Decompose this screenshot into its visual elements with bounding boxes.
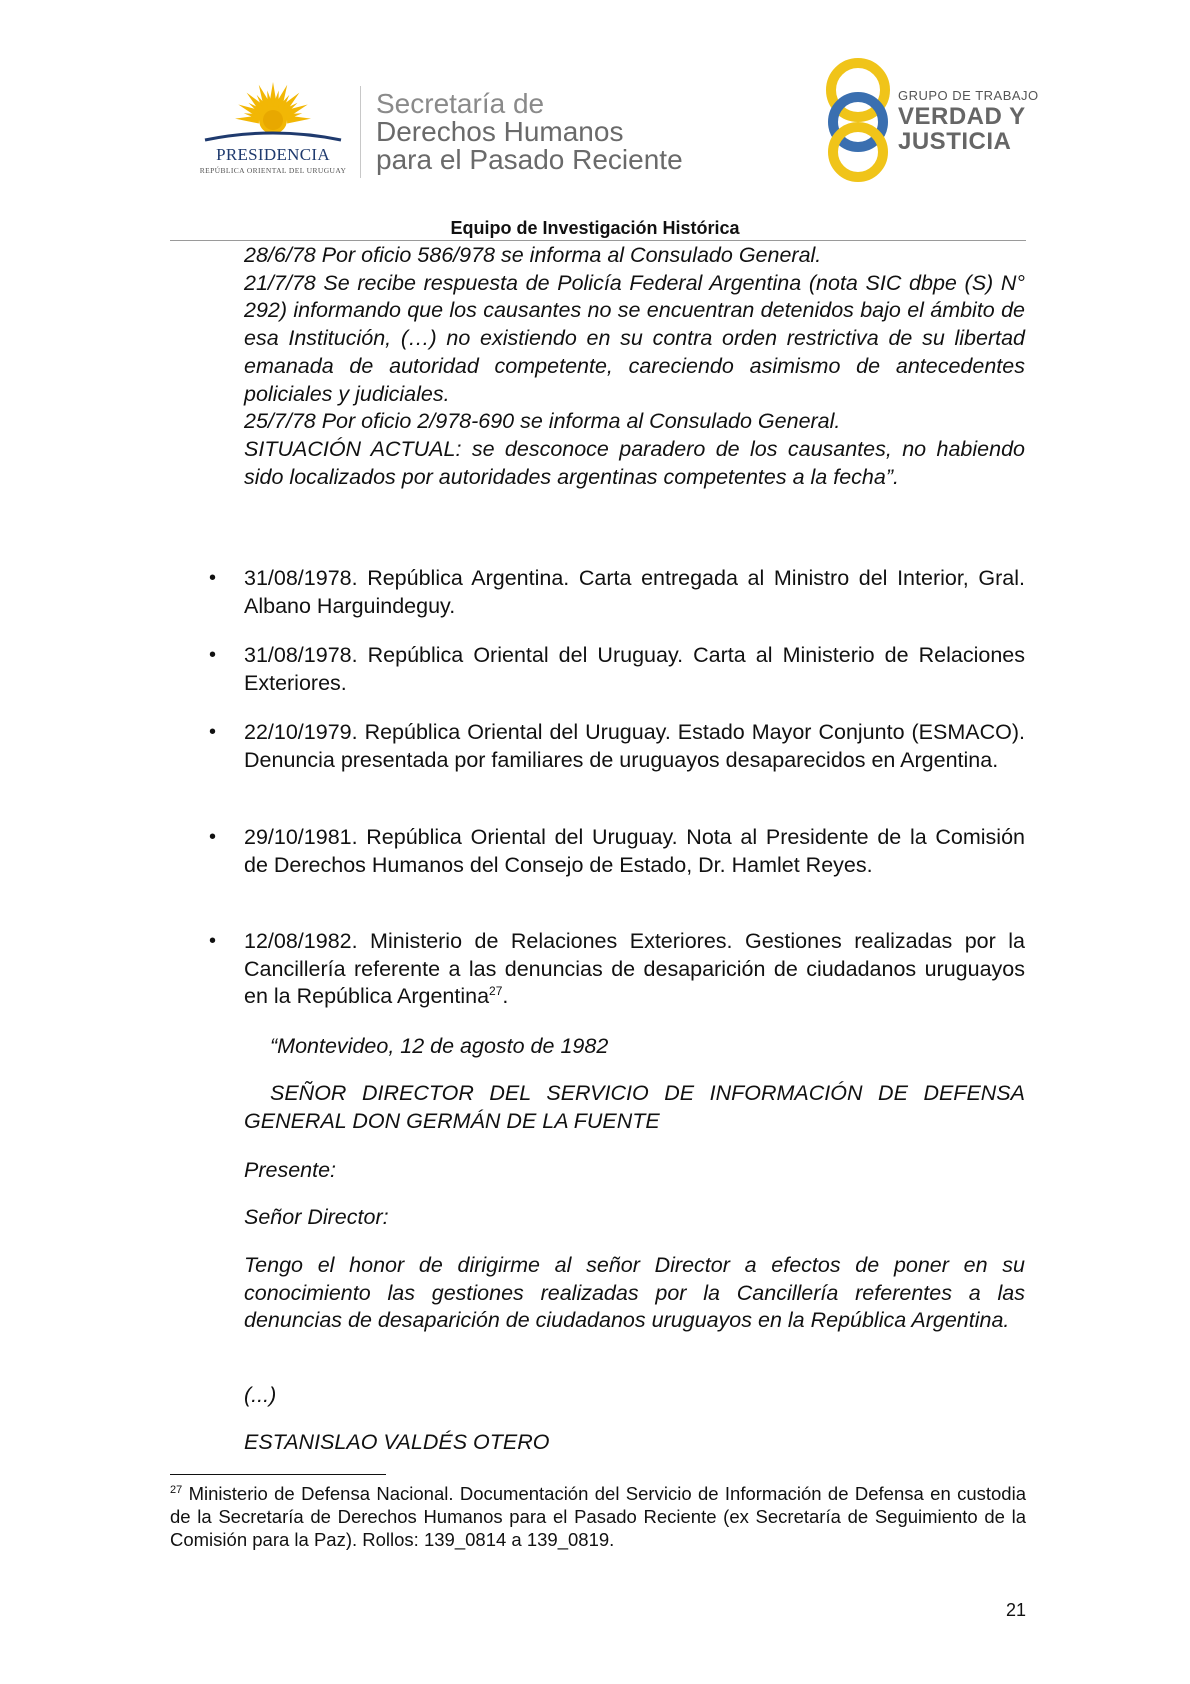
presidencia-wordmark: PRESIDENCIA bbox=[216, 145, 330, 164]
secretaria-line-3: para el Pasado Reciente bbox=[376, 144, 683, 175]
rings-emblem-icon bbox=[820, 56, 896, 182]
secretaria-line-2: Derechos Humanos bbox=[376, 116, 624, 147]
quote-paragraph: 25/7/78 Por oficio 2/978-690 se informa al Consulado General. bbox=[244, 409, 841, 434]
list-item-text: 31/08/1978. República Argentina. Carta entregada al Ministro del Interior, Gral. Albano Harguindeguy. bbox=[244, 566, 1025, 618]
list-item bbox=[209, 824, 1025, 879]
sun-emblem-icon bbox=[195, 78, 351, 148]
secretaria-title bbox=[376, 90, 683, 174]
page-number: 21 bbox=[1005, 1600, 1026, 1620]
list-item-period: . bbox=[502, 984, 509, 1009]
letter-presente: Presente: bbox=[244, 1158, 337, 1182]
letter-date: “Montevideo, 12 de agosto de 1982 bbox=[270, 1034, 609, 1058]
bullet-marker: • bbox=[209, 826, 217, 848]
letter-body: Tengo el honor de dirigirme al señor Director a efectos de poner en su conocimiento las gestiones realizadas por la Cancillería referentes a las denuncias de desaparición de ciudadanos uruguayos en la República Argentina. bbox=[244, 1253, 1025, 1333]
header-rule bbox=[170, 240, 1026, 241]
quote-block bbox=[244, 242, 1025, 491]
bullet-marker: • bbox=[209, 721, 217, 743]
list-item-text: 29/10/1981. República Oriental del Uruguay. Nota al Presidente de la Comisión de Derechos Humanos del Consejo de Estado, Dr. Hamlet Reyes. bbox=[244, 825, 1025, 877]
quote-paragraph: 28/6/78 Por oficio 586/978 se informa al Consulado General. bbox=[244, 243, 822, 267]
footnote-number: 27 bbox=[170, 1483, 183, 1496]
team-title: Equipo de Investigación Histórica bbox=[450, 218, 740, 238]
footnote-rule bbox=[170, 1474, 386, 1475]
gtvj-line-1: GRUPO DE TRABAJO bbox=[898, 88, 1039, 103]
letter-salutation: Señor Director: bbox=[244, 1205, 389, 1229]
bullet-marker: • bbox=[209, 930, 217, 952]
letter-signature: ESTANISLAO VALDÉS OTERO bbox=[244, 1430, 550, 1454]
bullet-marker: • bbox=[209, 567, 217, 589]
quote-paragraph: 21/7/78 Se recibe respuesta de Policía Federal Argentina (nota SIC dbpe (S) N° 292) informando que los causantes no se encuentran detenidos bajo el ámbito de esa Institución, (…) no existiendo en su contra orden restrictiva de su libertad emanada de autoridad competente, careciendo asimismo de antecedentes policiales y judiciales. bbox=[244, 270, 1025, 406]
list-item bbox=[209, 928, 1025, 1011]
presidencia-logo bbox=[195, 78, 355, 178]
gtvj-line-3: JUSTICIA bbox=[898, 128, 1012, 155]
footnote bbox=[170, 1482, 1026, 1551]
letter-ellipsis: (...) bbox=[244, 1383, 277, 1407]
presidencia-subtitle: REPÚBLICA ORIENTAL DEL URUGUAY bbox=[199, 166, 347, 175]
list-item-text: 22/10/1979. República Oriental del Uruguay. Estado Mayor Conjunto (ESMACO). Denuncia presentada por familiares de uruguayos desaparecidos en Argentina. bbox=[244, 720, 1025, 772]
footnote-reference: 27 bbox=[489, 984, 503, 999]
list-item bbox=[209, 565, 1025, 620]
bullet-marker: • bbox=[209, 644, 217, 666]
gtvj-line-2: VERDAD Y bbox=[898, 103, 1026, 130]
quote-paragraph: SITUACIÓN ACTUAL: se desconoce paradero de los causantes, no habiendo sido localizados por autoridades argentinas competentes a la fecha”. bbox=[244, 436, 1025, 489]
footnote-text: Ministerio de Defensa Nacional. Documentación del Servicio de Información de Defensa en custodia de la Secretaría de Derechos Humanos para el Pasado Reciente (ex Secretaría de Seguimiento de la Comisión para la Paz). Rollos: 139_0814 a 139_0819. bbox=[170, 1483, 1026, 1550]
list-item-text: 31/08/1978. República Oriental del Uruguay. Carta al Ministerio de Relaciones Exteriores. bbox=[244, 643, 1025, 695]
list-item bbox=[209, 719, 1025, 774]
header-divider bbox=[360, 86, 361, 178]
list-item-text: 12/08/1982. Ministerio de Relaciones Exteriores. Gestiones realizadas por la Cancillería referente a las denuncias de desaparición de ciudadanos uruguayos en la República Argentina bbox=[244, 929, 1025, 1009]
letter-addressee: SEÑOR DIRECTOR DEL SERVICIO DE INFORMACIÓN DE DEFENSA GENERAL DON GERMÁN DE LA FUENTE bbox=[244, 1081, 1025, 1133]
secretaria-line-1: Secretaría de bbox=[376, 88, 545, 119]
list-item bbox=[209, 642, 1025, 697]
gtvj-logo bbox=[820, 56, 1039, 182]
